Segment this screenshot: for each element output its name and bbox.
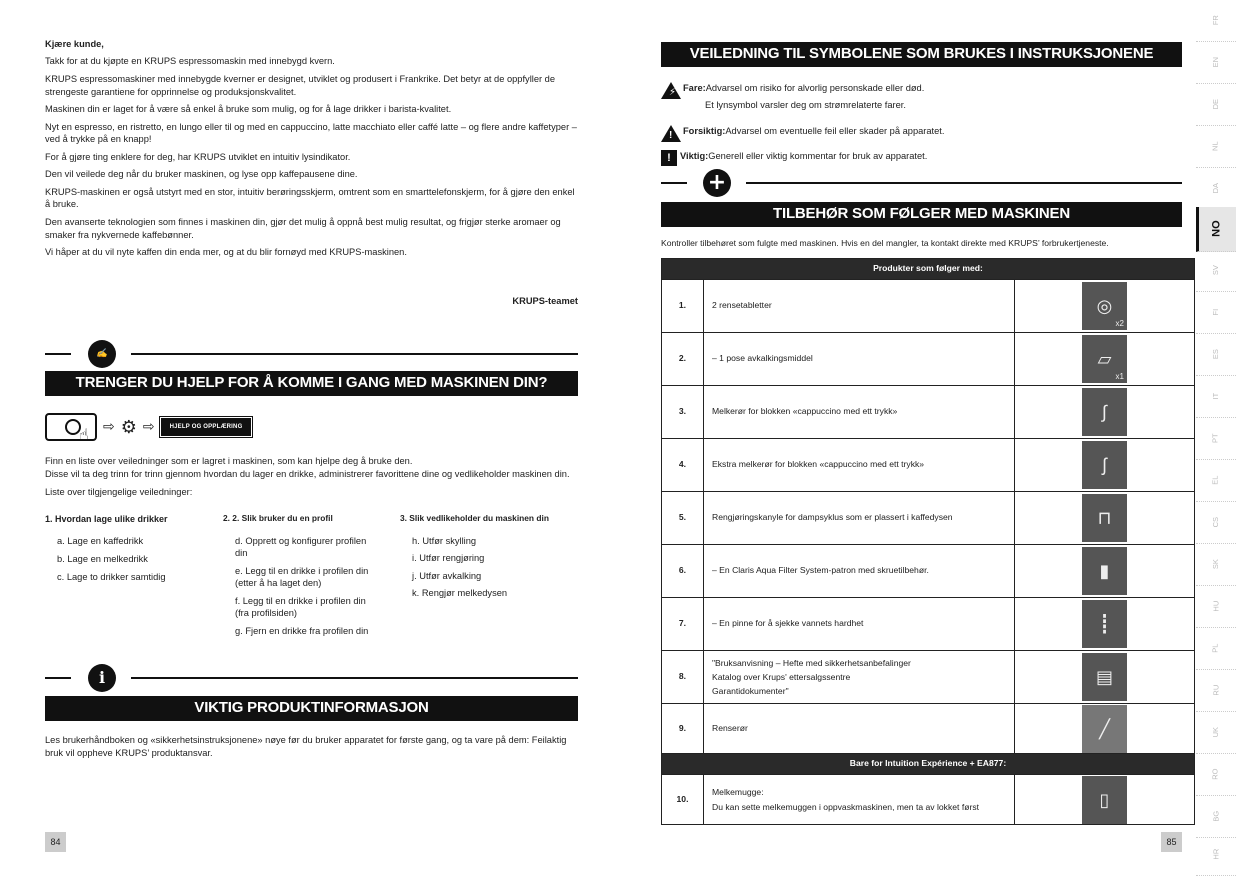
info-divider bbox=[45, 664, 578, 692]
help-button: HJELP OG OPPLÆRING bbox=[161, 418, 252, 436]
intro-paragraph: Den avanserte teknologien som finnes i maskinen din, gjør det mulig å oppnå best mulig resultat, og frigjør sterke aromaer og smaker fra nykvernede kaffebønner. bbox=[45, 216, 561, 240]
table-header: Produkter som følger med: bbox=[662, 259, 1195, 280]
accessories-title: TILBEHØR SOM FØLGER MED MASKINEN bbox=[661, 202, 1182, 227]
language-tab[interactable]: HU bbox=[1196, 586, 1236, 628]
touch-screen-icon: ☝ bbox=[45, 413, 97, 441]
language-tab[interactable]: IT bbox=[1196, 376, 1236, 418]
cleaning-tablet-icon: ◎ x2 bbox=[1082, 282, 1127, 330]
page-number-left: 84 bbox=[45, 832, 66, 852]
language-tab[interactable]: HR bbox=[1196, 834, 1236, 876]
milk-tube-icon: ∫ bbox=[1082, 388, 1127, 436]
guides-label: Liste over tilgjengelige veiledninger: bbox=[45, 486, 193, 497]
info-icon: i bbox=[88, 664, 116, 692]
language-tab[interactable]: SV bbox=[1196, 250, 1236, 292]
caution-text: Advarsel om eventuelle feil eller skader på apparatet. bbox=[725, 125, 945, 136]
intro-paragraph: Takk for at du kjøpte en KRUPS espressomaskin med innebygd kvern. bbox=[45, 56, 335, 67]
info-title: VIKTIG PRODUKTINFORMASJON bbox=[45, 696, 578, 721]
language-tab[interactable]: RU bbox=[1196, 670, 1236, 712]
intro-paragraph: KRUPS espressomaskiner med innebygde kverner er designet, utviklet og produsert i Frankrike. Det betyr at de oppfyller de strengeste garantiene for opprinnelse og produksjonskvalitet. bbox=[45, 73, 556, 97]
row-text: 2 rensetabletter bbox=[704, 280, 1015, 333]
row-text: Melkerør for blokken «cappuccino med ett trykk» bbox=[704, 386, 1015, 439]
plus-icon: + bbox=[703, 169, 731, 197]
arrow-right-icon: ⇨ bbox=[142, 418, 155, 435]
guide-item: c. Lage to drikker samtidig bbox=[57, 571, 166, 582]
guide-column bbox=[223, 513, 400, 642]
guide-item: b. Lage en melkedrikk bbox=[57, 553, 148, 564]
guides-text: Disse vil ta deg trinn for trinn gjennom hvordan du lager en drikke, administrerer favorittene dine og vedlikeholder maskinen din. bbox=[45, 468, 570, 479]
language-tab-active[interactable]: NO bbox=[1196, 207, 1236, 252]
guide-item: g. Fjern en drikke fra profilen din bbox=[235, 625, 369, 636]
symbols-legend bbox=[661, 82, 1061, 166]
row-number: 5. bbox=[662, 492, 704, 545]
caution-label: Forsiktig: bbox=[683, 125, 726, 136]
guide-item: d. Opprett og konfigurer profilen din bbox=[235, 535, 367, 559]
language-tab[interactable]: PL bbox=[1196, 628, 1236, 670]
cleaning-pipe-icon: ╱ bbox=[1082, 705, 1127, 753]
table-row bbox=[662, 333, 1195, 386]
guide-item: i. Utfør rengjøring bbox=[412, 553, 485, 564]
table-header: Bare for Intuition Expérience + EA877: bbox=[662, 754, 1195, 775]
table-row bbox=[662, 386, 1195, 439]
row-text: "Bruksanvisning – Hefte med sikkerhetsanbefalinger Katalog over Krups' ettersalgssentre Garantidokumenter" bbox=[704, 651, 1015, 704]
guide-item: e. Legg til en drikke i profilen din (etter å ha laget den) bbox=[235, 565, 369, 589]
guide-item: a. Lage en kaffedrikk bbox=[57, 536, 144, 547]
greeting: Kjære kunde, bbox=[45, 39, 104, 49]
caution-warning-icon: ! bbox=[661, 125, 681, 142]
row-text: – En Claris Aqua Filter System-patron med skruetilbehør. bbox=[704, 545, 1015, 598]
row-number: 3. bbox=[662, 386, 704, 439]
filter-cartridge-icon: ▮ bbox=[1082, 547, 1127, 595]
cleaning-cannula-icon: ⊓ bbox=[1082, 494, 1127, 542]
language-tab[interactable]: BG bbox=[1196, 796, 1236, 838]
arrow-right-icon: ⇨ bbox=[103, 418, 115, 435]
danger-text: Advarsel om risiko for alvorlig personskade eller død. bbox=[705, 83, 925, 93]
intro-paragraph: KRUPS-maskinen er også utstyrt med en stor, intuitiv berøringsskjerm, omtrent som en smarttelefonskjerm, for å gjøre den enkel å bruke. bbox=[45, 186, 575, 210]
milk-jug-icon: ▯ bbox=[1082, 776, 1127, 824]
row-number: 4. bbox=[662, 439, 704, 492]
guide-item: k. Rengjør melkedysen bbox=[412, 588, 508, 599]
important-icon: ! bbox=[661, 150, 677, 166]
guides-text: Finn en liste over veiledninger som er lagret i maskinen, som kan hjelpe deg å bruke den. bbox=[45, 456, 413, 466]
row-number: 7. bbox=[662, 598, 704, 651]
important-row bbox=[661, 150, 1061, 166]
danger-label: Fare: bbox=[683, 83, 706, 93]
accessories-intro: Kontroller tilbehøret som fulgte med maskinen. Hvis en del mangler, ta kontakt direkte med KRUPS’ forbrukertjeneste. bbox=[661, 238, 1109, 248]
descaling-pouch-icon: ▱ x1 bbox=[1082, 335, 1127, 383]
guide-column bbox=[45, 513, 223, 642]
danger-row bbox=[661, 82, 1061, 99]
info-text: Les brukerhåndboken og «sikkerhetsinstruksjonene» nøye før du bruker apparatet for første gang, og ta vare på dem: Feilaktig bruk vil oppheve KRUPS’ produktansvar. bbox=[45, 735, 567, 758]
table-row bbox=[662, 280, 1195, 333]
language-tab[interactable]: EN bbox=[1196, 42, 1236, 84]
row-text: Renserør bbox=[704, 704, 1015, 754]
guide-item: f. Legg til en drikke i profilen din (fra profilsiden) bbox=[235, 595, 366, 619]
row-text: Ekstra melkerør for blokken «cappuccino med ett trykk» bbox=[704, 439, 1015, 492]
intro-paragraph: Nyt en espresso, en ristretto, en lungo eller til og med en cappuccino, latte macchiato eller caffé latte – og flere andre kaffetyper – ved å trykke på en knapp! bbox=[45, 121, 577, 145]
hardness-strip-icon: ┋ bbox=[1082, 600, 1127, 648]
row-number: 2. bbox=[662, 333, 704, 386]
signature: KRUPS-teamet bbox=[512, 296, 578, 306]
language-tab[interactable]: NL bbox=[1196, 126, 1236, 168]
symbols-title: VEILEDNING TIL SYMBOLENE SOM BRUKES I INSTRUKSJONENE bbox=[661, 42, 1182, 67]
important-text: Generell eller viktig kommentar for bruk av apparatet. bbox=[708, 150, 928, 161]
guide-item: j. Utfør avkalking bbox=[412, 570, 482, 581]
guide-column-title: 2. 2. Slik bruker du en profil bbox=[223, 513, 333, 523]
accessories-table bbox=[661, 258, 1195, 825]
intro-letter bbox=[45, 38, 578, 264]
language-tab[interactable]: RO bbox=[1196, 754, 1236, 796]
language-tab[interactable]: SK bbox=[1196, 544, 1236, 586]
row-text: Rengjøringskanyle for dampsyklus som er plassert i kaffedysen bbox=[704, 492, 1015, 545]
row-text: Melkemugge: Du kan sette melkemuggen i oppvaskmaskinen, men ta av lokket først bbox=[704, 775, 1015, 825]
help-divider bbox=[45, 340, 578, 368]
intro-paragraph: For å gjøre ting enklere for deg, har KRUPS utviklet en intuitiv lysindikator. bbox=[45, 151, 351, 162]
row-number: 1. bbox=[662, 280, 704, 333]
extra-milk-tube-icon: ʃ bbox=[1082, 441, 1127, 489]
row-text: – En pinne for å sjekke vannets hardhet bbox=[704, 598, 1015, 651]
row-number: 6. bbox=[662, 545, 704, 598]
guide-column-title: 3. Slik vedlikeholder du maskinen din bbox=[400, 513, 549, 523]
guide-column bbox=[400, 513, 578, 642]
language-tab[interactable]: EL bbox=[1196, 460, 1236, 502]
intro-paragraph: Vi håper at du vil nyte kaffen din enda mer, og at du blir fornøyd med KRUPS-maskinen. bbox=[45, 247, 407, 258]
row-number: 10. bbox=[662, 775, 704, 825]
row-number: 8. bbox=[662, 651, 704, 704]
guide-column-title: 1. Hvordan lage ulike drikker bbox=[45, 514, 168, 524]
row-text: – 1 pose avkalkingsmiddel bbox=[704, 333, 1015, 386]
danger-warning-icon: ⚡ bbox=[661, 82, 681, 99]
table-row bbox=[662, 492, 1195, 545]
table-row bbox=[662, 651, 1195, 704]
help-navigation bbox=[45, 412, 251, 442]
accessories-divider bbox=[661, 169, 1182, 197]
language-tab[interactable]: FI bbox=[1196, 292, 1236, 334]
language-tab[interactable]: CS bbox=[1196, 502, 1236, 544]
guides-list bbox=[45, 513, 578, 642]
help-title: TRENGER DU HJELP FOR Å KOMME I GANG MED MASKINEN DIN? bbox=[45, 371, 578, 396]
page-number-right: 85 bbox=[1161, 832, 1182, 852]
language-sidebar bbox=[1196, 0, 1236, 876]
important-label: Viktig: bbox=[680, 150, 709, 161]
intro-paragraph: Maskinen din er laget for å være så enkel å bruke som mulig, og for å lage drikker i barista-kvalitet. bbox=[45, 104, 452, 115]
manual-book-icon: ▤ bbox=[1082, 653, 1127, 701]
table-row bbox=[662, 775, 1195, 825]
language-tab[interactable]: DE bbox=[1196, 84, 1236, 126]
row-number: 9. bbox=[662, 704, 704, 754]
intro-paragraph: Den vil veilede deg når du bruker maskinen, og lyse opp kaffepausene dine. bbox=[45, 169, 358, 180]
help-hand-icon: ✍ bbox=[88, 340, 116, 368]
language-tab[interactable]: ES bbox=[1196, 334, 1236, 376]
language-tab[interactable]: DA bbox=[1196, 168, 1236, 210]
table-row bbox=[662, 704, 1195, 754]
guide-item: h. Utfør skylling bbox=[412, 535, 477, 546]
guides-intro bbox=[45, 455, 578, 498]
caution-row bbox=[661, 125, 1061, 142]
language-tab[interactable]: UK bbox=[1196, 712, 1236, 754]
language-tab[interactable]: PT bbox=[1196, 418, 1236, 460]
table-row bbox=[662, 598, 1195, 651]
gear-icon: ⚙ bbox=[120, 416, 137, 437]
table-row bbox=[662, 545, 1195, 598]
table-row bbox=[662, 439, 1195, 492]
danger-text2: Et lynsymbol varsler deg om strømrelaterte farer. bbox=[705, 100, 906, 110]
language-tab[interactable]: FR bbox=[1196, 0, 1236, 42]
